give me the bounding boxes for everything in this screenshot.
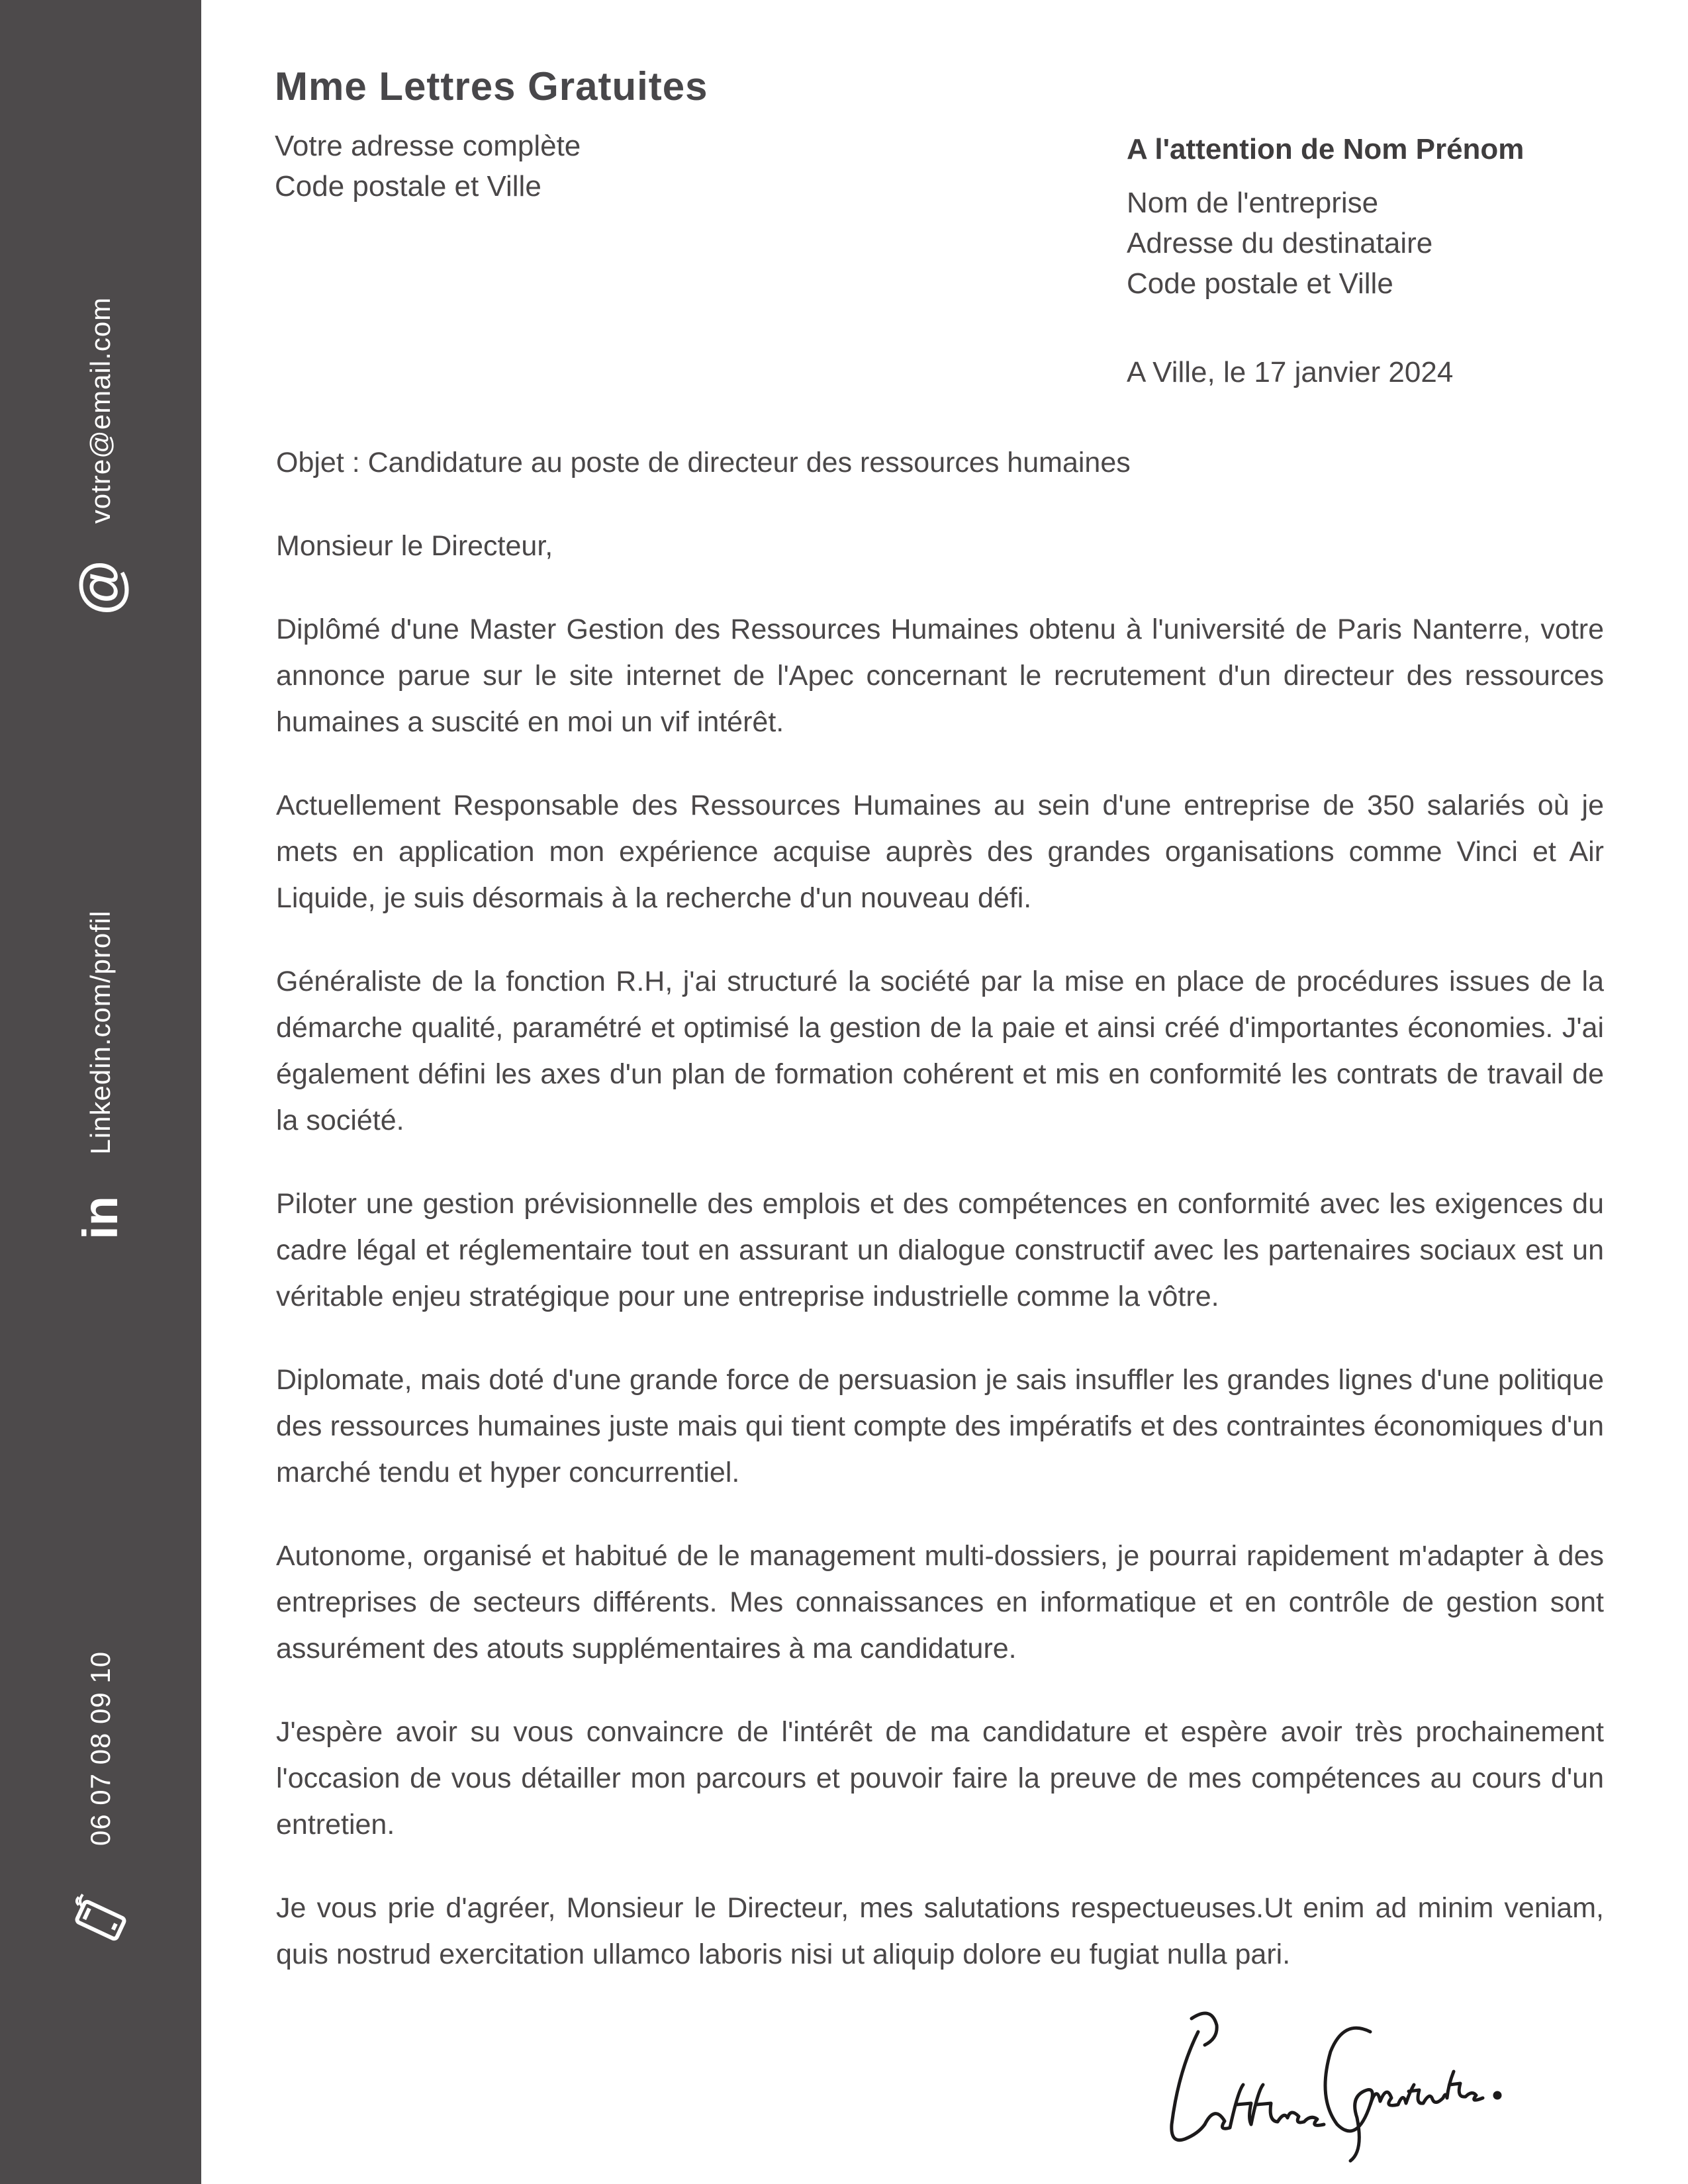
letter-paragraph: Je vous prie d'agréer, Monsieur le Directeur, mes salutations respectueuses.Ut enim ad minim veniam, quis nostrud exercitation ullamco laboris nisi ut aliquip dolore eu fugiat nulla pari. (276, 1892, 1604, 1970)
phone-icon (72, 1892, 129, 1952)
letter-body (276, 439, 1604, 2015)
recipient-block (1127, 129, 1630, 304)
letter-date: A Ville, le 17 janvier 2024 (1127, 356, 1454, 388)
recipient-address: Adresse du destinataire (1127, 227, 1433, 259)
recipient-city: Code postale et Ville (1127, 267, 1393, 300)
email-text[interactable]: votre@email.com (85, 296, 116, 524)
handwritten-signature (1152, 1992, 1523, 2164)
letter-paragraph: Actuellement Responsable des Ressources Humaines au sein d'une entreprise de 350 salariés où je mets en application mon expérience acquise auprès des grandes organisations comme Vinci et Air Liquide, je suis désormais à la recherche d'un nouveau défi. (276, 790, 1604, 914)
letter-paragraph: Diplomate, mais doté d'une grande force de persuasion je sais insuffler les grandes lignes d'une politique des ressources humaines juste mais qui tient compte des impératifs et des contraintes économiques d'un marché tendu et hyper concurrentiel. (276, 1364, 1604, 1488)
contact-sidebar (0, 0, 201, 2184)
sender-address (275, 126, 581, 206)
recipient-attention: A l'attention de Nom Prénom (1127, 133, 1524, 165)
sender-address-line2: Code postale et Ville (275, 170, 541, 203)
at-icon: @ (69, 560, 132, 615)
linkedin-text[interactable]: Linkedin.com/profil (85, 910, 116, 1155)
letter-subject: Objet : Candidature au poste de directeur des ressources humaines (276, 447, 1131, 478)
sender-address-line1: Votre adresse complète (275, 130, 581, 162)
letter-paragraph: Généraliste de la fonction R.H, j'ai structuré la société par la mise en place de procédures issues de la démarche qualité, paramétré et optimisé la gestion de la paie et ainsi créé d'importantes économies. J'ai également défini les axes d'un plan de formation cohérent et mis en conformité les contrats de travail de la société. (276, 966, 1604, 1136)
recipient-company: Nom de l'entreprise (1127, 187, 1379, 219)
sender-name: Mme Lettres Gratuites (275, 64, 708, 109)
letter-paragraph: J'espère avoir su vous convaincre de l'intérêt de ma candidature et espère avoir très prochainement l'occasion de vous détailler mon parcours et pouvoir faire la preuve de mes compétences au cours d'un entretien. (276, 1716, 1604, 1841)
linkedin-icon: in (73, 1196, 128, 1240)
letter-paragraph: Diplômé d'une Master Gestion des Ressources Humaines obtenu à l'université de Paris Nanterre, votre annonce parue sur le site internet de l'Apec concernant le recrutement d'un directeur des ressources humaines a suscité en moi un vif intérêt. (276, 614, 1604, 738)
letter-paragraph: Autonome, organisé et habitué de le management multi-dossiers, je pourrai rapidement m'adapter à des entreprises de secteurs différents. Mes connaissances en informatique et en contrôle de gestion sont assurément des atouts supplémentaires à ma candidature. (276, 1540, 1604, 1664)
letter-paragraph: Piloter une gestion prévisionnelle des emplois et des compétences en conformité avec les exigences du cadre légal et réglementaire tout en assurant un dialogue constructif avec les partenaires sociaux est un véritable enjeu stratégique pour une entreprise industrielle comme la vôtre. (276, 1188, 1604, 1312)
letter-salutation: Monsieur le Directeur, (276, 530, 553, 562)
phone-text[interactable]: 06 07 08 09 10 (85, 1651, 116, 1846)
